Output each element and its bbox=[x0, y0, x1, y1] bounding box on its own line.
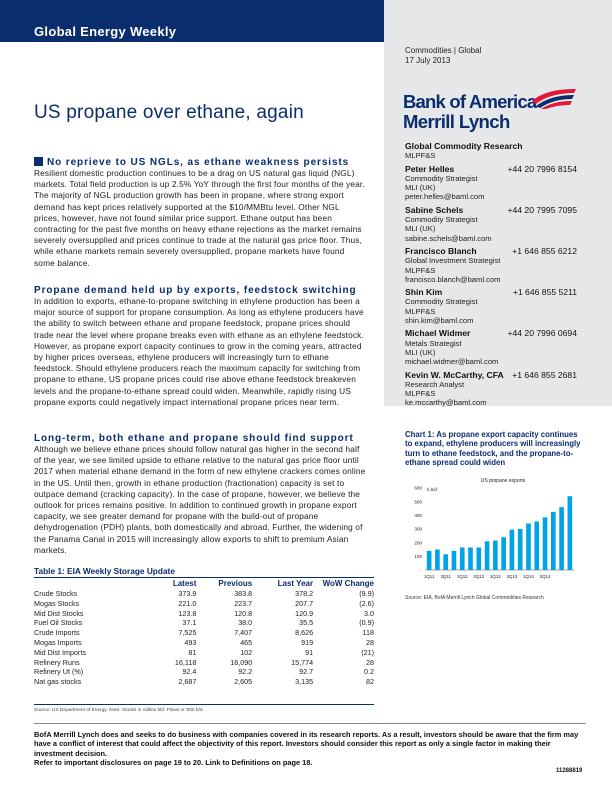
bar bbox=[551, 512, 556, 570]
x-tick-label: 3Q13 bbox=[506, 574, 518, 579]
section-body: Resilient domestic production continues to be a drag on US natural gas liquid (NGL) markets. Total field production is up 2.5% YoY through the first four months of the year. The majority of NGL production growth has been in propane, where strong export demand has kept prices relatively supported at the $10/MMBtu level. Other NGL prices, however, have not found similar price support. Ethane output has been contracting for the past five months on heavy ethane rejections as the market remains severely oversupplied and prices continue to trade at the natural gas price floor. Thus, while ethane markets remain severely oversupplied, propane markets have found some balance. bbox=[34, 168, 365, 268]
brand-line2: Merrill Lynch bbox=[403, 111, 510, 132]
bar bbox=[452, 551, 457, 570]
analyst-list bbox=[405, 142, 577, 408]
analyst-entity: MLPF&S bbox=[405, 265, 436, 275]
bar bbox=[501, 537, 506, 570]
chart-title: US propane exports bbox=[480, 478, 526, 484]
analyst-role: Commodity Strategist bbox=[405, 173, 478, 183]
section-nglmarkets bbox=[34, 157, 366, 269]
table-header: Latest bbox=[172, 579, 197, 588]
analyst-role: Research Analyst bbox=[405, 379, 465, 389]
analyst-entry bbox=[405, 329, 577, 366]
brand-line1: Bank of America bbox=[403, 91, 537, 112]
analyst-entry bbox=[405, 247, 577, 284]
bar bbox=[559, 507, 564, 570]
section-heading: No reprieve to US NGLs, as ethane weakness persists bbox=[34, 157, 366, 168]
x-tick-label: 3Q12 bbox=[473, 574, 485, 579]
analyst-phone: +1 646 855 2681 bbox=[512, 369, 577, 380]
table-header: Last Year bbox=[277, 579, 314, 588]
table-header: WoW Change bbox=[322, 579, 374, 588]
document-code: 11288819 bbox=[556, 768, 583, 774]
table-row: Mogas Imports 493 465 919 28 bbox=[34, 637, 374, 647]
table-header-row bbox=[34, 579, 374, 589]
analyst-phone: +44 20 7996 0694 bbox=[507, 328, 577, 339]
analyst-name: Sabine Schels bbox=[405, 204, 464, 215]
section-heading: Propane demand held up by exports, feedstock switching bbox=[34, 285, 357, 296]
bar bbox=[485, 541, 490, 570]
bar bbox=[534, 521, 539, 570]
analyst-group-entity: MLPF&S bbox=[405, 151, 436, 161]
analyst-email[interactable]: peter.helles@baml.com bbox=[405, 192, 485, 202]
analyst-phone: +1 646 855 5211 bbox=[512, 287, 577, 298]
table-header: Previous bbox=[218, 579, 253, 588]
bar bbox=[526, 524, 531, 570]
x-tick-label: 1Q11 bbox=[423, 574, 435, 579]
page-title: US propane over ethane, again bbox=[34, 102, 304, 123]
analyst-email[interactable]: francisco.blanch@baml.com bbox=[405, 274, 501, 284]
analyst-entry bbox=[405, 165, 577, 202]
section-heading: Long-term, both ethane and propane should find support bbox=[34, 433, 354, 444]
table-source: Source: US Department of Energy. Note: Stocks in million bbl. Flows in '000 b/d. bbox=[34, 708, 204, 713]
bar bbox=[443, 554, 448, 570]
x-tick-label: 1Q14 bbox=[523, 574, 534, 579]
bar bbox=[510, 530, 515, 570]
x-tick-label: 1Q12 bbox=[456, 574, 468, 579]
analyst-entity: MLPF&S bbox=[405, 306, 436, 316]
analyst-role: Global Investment Strategist bbox=[405, 256, 501, 266]
table-row: Mogas Stocks 221.0 223.7 207.7 (2.6) bbox=[34, 598, 374, 608]
analyst-name: Kevin W. McCarthy, CFA bbox=[405, 369, 504, 380]
dateline bbox=[405, 46, 481, 66]
x-tick-label: 3Q11 bbox=[440, 574, 451, 579]
section-body: In addition to exports, ethane-to-propane switching in ethylene production has been a major source of support for propane consumption. As long as ethylene producers have the ability to switch between ethane and propane feedstock, propane prices should trade near the level where propane breaks even with ethane as an ethylene feedstock. However, as propane export capacity continues to grow in the coming years, attracted by higher prices overseas, ethylene producers will increasingly turn to ethane feedstock. Should ethylene producers reach the maximum capacity for switching from propane to ethane, US propane prices could rise above ethane feedstock breakeven levels and the propane-to-ethane spread could widen. Meanwhile, rapidly rising US propane exports could negatively impact international propane prices near term. bbox=[34, 296, 364, 407]
y-tick-label: 200 bbox=[414, 540, 422, 546]
chart-caption: Chart 1: As propane export capacity continues to expand, ethylene producers will increasingly turn to ethane feedstock, and the propane-to-ethane spread could widen bbox=[405, 430, 581, 467]
analyst-group-title: Global Commodity Research bbox=[405, 141, 523, 151]
analyst-entry bbox=[405, 206, 577, 243]
bar bbox=[568, 496, 573, 570]
bar bbox=[427, 551, 432, 570]
table-row: Mid Dist Imports 81 102 91 (21) bbox=[34, 647, 374, 657]
analyst-email[interactable]: shin.kim@baml.com bbox=[405, 316, 474, 326]
section-long-term bbox=[34, 433, 366, 556]
section-body: Although we believe ethane prices should follow natural gas higher in the second half of the year, we see limited upside to ethane relative to the natural gas price floor until 2017 when material ethane demand in the form of new ethylene crackers comes online in the US. Until then, growth in ethane production (fractionation) capacity is set to outpace demand (cracking capacity). In the case of propane, however, we believe the outlook for prices remains positive. In addition to continued growth in propane export capacity, we see greater demand for propane with the build-out of propane dehydrogenation (PDH) plants, both domestically and abroad. Further, the widening of the Panama Canal in 2015 will increasingly allow exports to shift to premium Asian markets. bbox=[34, 444, 366, 555]
analyst-phone: +44 20 7995 7095 bbox=[507, 204, 577, 215]
analyst-email[interactable]: ke.mccarthy@baml.com bbox=[405, 398, 487, 408]
table-row: Crude Imports 7,525 7,407 8,626 118 bbox=[34, 628, 374, 638]
bar bbox=[468, 547, 473, 570]
table-row: Refinery Runs 16,118 16,090 15,774 28 bbox=[34, 657, 374, 667]
footer-rule bbox=[34, 723, 586, 724]
bar bbox=[493, 541, 498, 570]
y-tick-label: 500 bbox=[414, 499, 422, 505]
x-tick-label: 3Q14 bbox=[539, 574, 551, 579]
brand-wordmark bbox=[403, 92, 536, 132]
table-top-rule bbox=[34, 577, 374, 578]
flag-logo-icon bbox=[530, 87, 578, 109]
bar bbox=[543, 517, 548, 570]
analyst-email[interactable]: michael.widmer@baml.com bbox=[405, 357, 499, 367]
analyst-phone: +44 20 7996 8154 bbox=[507, 163, 577, 174]
chart-ylabel: k b/d bbox=[427, 487, 437, 492]
analyst-entry bbox=[405, 371, 577, 408]
square-bullet-icon bbox=[34, 157, 43, 166]
bar bbox=[460, 547, 465, 570]
disclosure-text: BofA Merrill Lynch does and seeks to do business with companies covered in its research reports. As a result, investors should be aware that the firm may have a conflict of interest that could affect the objectivity of this report. Investors should consider this report as only a single factor in making their investment decision. bbox=[34, 730, 579, 758]
y-tick-label: 600 bbox=[414, 485, 422, 491]
y-tick-label: 400 bbox=[414, 512, 422, 518]
table-bottom-rule bbox=[34, 704, 374, 705]
propane-exports-chart bbox=[398, 474, 578, 592]
y-tick-label: 300 bbox=[414, 526, 422, 532]
table-row: Fuel Oil Stocks 37.1 38.0 35.5 (0.9) bbox=[34, 618, 374, 628]
table-row: Nat gas stocks 2,687 2,605 3,135 82 bbox=[34, 677, 374, 687]
table-row: Mid Dist Stocks 123.8 120.8 120.9 3.0 bbox=[34, 608, 374, 618]
chart-source: Source: EIA, BofA Merrill Lynch Global Commodities Research bbox=[405, 595, 544, 601]
analyst-phone: +1 646 855 6212 bbox=[512, 245, 577, 256]
analyst-entity: MLI (UK) bbox=[405, 183, 436, 193]
header-banner bbox=[0, 0, 384, 42]
analyst-name: Michael Widmer bbox=[405, 328, 471, 339]
table-row: Crude Stocks 373.9 383.8 378.2 (9.9) bbox=[34, 589, 374, 598]
bar bbox=[518, 529, 523, 570]
analyst-name: Shin Kim bbox=[405, 287, 443, 298]
dateline-category: Commodities | Global bbox=[405, 46, 482, 55]
analyst-name: Francisco Blanch bbox=[405, 245, 477, 256]
table-title: Table 1: EIA Weekly Storage Update bbox=[34, 566, 175, 576]
x-tick-label: 1Q13 bbox=[489, 574, 501, 579]
analyst-role: Commodity Strategist bbox=[405, 297, 478, 307]
disclosure-link[interactable]: Refer to important disclosures on page 19 to 20. Link to Definitions on page 18. bbox=[34, 757, 313, 767]
storage-table bbox=[34, 579, 374, 687]
bar bbox=[476, 547, 481, 570]
analyst-email[interactable]: sabine.schels@baml.com bbox=[405, 233, 492, 243]
analyst-name: Peter Helles bbox=[405, 163, 455, 174]
analyst-entry bbox=[405, 288, 577, 325]
bar bbox=[435, 550, 440, 571]
analyst-role: Commodity Strategist bbox=[405, 215, 478, 225]
table-header bbox=[34, 579, 135, 589]
disclosure-footer bbox=[34, 730, 586, 767]
y-tick-label: - bbox=[420, 567, 422, 573]
table-row: Refinery Ut (%) 92.4 92.2 92.7 0.2 bbox=[34, 667, 374, 677]
analyst-entity: MLPF&S bbox=[405, 389, 436, 399]
section-propane-demand bbox=[34, 285, 366, 408]
y-tick-label: 100 bbox=[414, 553, 422, 559]
analyst-entity: MLI (UK) bbox=[405, 224, 436, 234]
analyst-entity: MLI (UK) bbox=[405, 347, 436, 357]
analyst-role: Metals Strategist bbox=[405, 338, 462, 348]
dateline-date: 17 July 2013 bbox=[405, 56, 451, 65]
banner-title: Global Energy Weekly bbox=[34, 24, 177, 39]
